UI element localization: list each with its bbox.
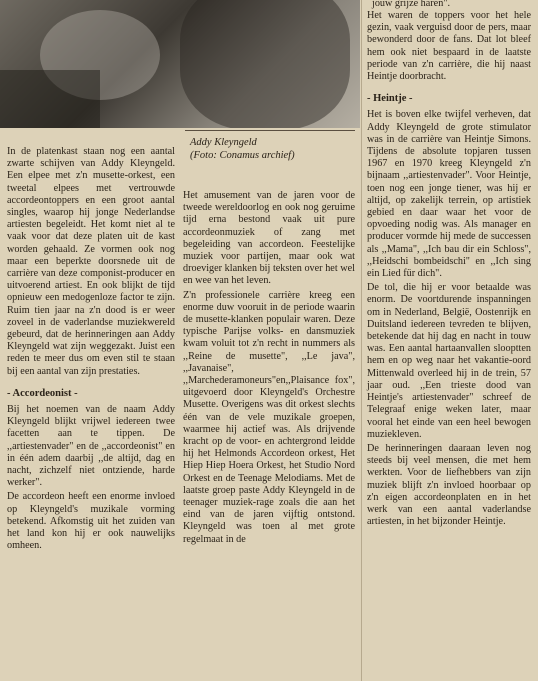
paragraph: De accordeon heeft een enorme invloed op Kleyngeld's muzikale vorming betekend. Afkomstig uit het zuiden van het land kon hij er ook nauwelijks omheen. <box>7 491 175 552</box>
top-fragment: jouw grijze haren". <box>372 0 450 9</box>
portrait-photo <box>0 0 360 128</box>
column-divider <box>361 0 362 681</box>
section-heading: - Accordeonist - <box>7 387 78 399</box>
paragraph: Bij het noemen van de naam Addy Kleyngeld blijkt vrijwel iedereen twee facetten aan te tippen. De ,,artiestenvader" en de ,,accordeonist" en in één adem daarbij ,,de altijd, dag en nacht, zichzelf niet ontziende, harde werker". <box>7 404 175 489</box>
paragraph: Het amusement van de jaren voor de tweede wereldoorlog en ook nog geruime tijd erna bestond vaak uit pure accordeonmuziek of zang met begeleiding van accordeon. Feestelijke muziek voor partijen, maar ook wat droeviger klanken bij teksten over het wel en wee van het leven. <box>183 190 355 287</box>
article-column-1 <box>7 146 175 553</box>
photo-caption <box>190 137 355 162</box>
paragraph: Het waren de toppers voor het hele gezin, vaak verguisd door de pers, maar bewonderd door de fans. Dat lot bleef hem ook niet bespaard in de laatste periode van z'n carrière, die hij naast Heintje doorbracht. <box>367 10 531 83</box>
paragraph: In de platenkast staan nog een aantal zwarte schijven van Addy Kleyngeld. Een elpee met z'n musette-orkest, een tweetal elpees met vertrouwde accordeontoppers en een groot aantal singles, waarop hij jonge Nederlandse artiesten begeleidt. Het komt niet al te vaak voor dat deze platen uit de kast worden gehaald. Ze vormen ook nog maar een beperkte doorsnede uit de carrière van deze componist-producer en uitvoerend artiest. En ook blijkt de tijd opnieuw een medogenloze factor te zijn. Ruim tien jaar na z'n dood is er weer zoveel in de vaderlandse muziekwereld gebeurd, dat de herinneringen aan Addy Kleyngeld wat zijn weggezakt. Juist een reden te meer dus om even stil te staan bij een aantal van zijn prestaties. <box>7 146 175 377</box>
paragraph: Het is boven elke twijfel verheven, dat Addy Kleyngeld de grote stimulator was in de carrière van Heintje Simons. Tijdens de absolute topjaren tussen 1967 en 1970 kreeg Kleyngeld z'n bijnaam ,,artiestenvader". Voor Heintje, toen nog een jonge tiener, was hij er altijd, op zakelijk terrein, op artistiek gebied en daar waar het voor de opvoeding nodig was. Als manager en producer vormde hij mede de successen als ,,Mama", ,,Ich bau dir ein Schloss", ,,Heidschi bombeidschi" en ,,Ich sing ein Lied für dich". <box>367 109 531 280</box>
photo-shadow-lower <box>0 70 100 128</box>
paragraph: De tol, die hij er voor betaalde was enorm. De voortdurende inspanningen om in Nederland, België, Oostenrijk en Duitsland iedereen tevreden te blijven, betekende dat hij dag en nacht in touw was. Een aantal hartaanvallen slooptten hem en op weg naar het vakantie-oord Mittenwald overleed hij in de trein, 57 jaar oud. ,,Een trieste dood van Heintje's artiestenvader" schreef de Telegraaf enige weken later, maar vooral het einde van een heel bewogen muziekleven. <box>367 282 531 440</box>
article-column-3 <box>367 10 531 528</box>
caption-credit: (Foto: Conamus archief) <box>190 149 295 161</box>
section-heading: - Heintje - <box>367 93 413 105</box>
caption-rule <box>185 130 355 131</box>
paragraph: Z'n professionele carrière kreeg een enorme duw vooruit in de periode waarin de musette-klanken populair waren. Deze typische Parijse volks- en dansmuziek kwam voluit tot z'n recht in nummers als ,,Reine de musette", ,,Le java", ,,Javanaise", ,,Marchederamoneurs"en,,Plaisance fox", uitgevoerd door Kleyngeld's Orchestre Musette. Overigens was dit orkest slechts één van de vele muzikale groepen, waarmee hij actief was. Als drijvende kracht op de voor- en achtergrond leidde hij het Helmonds Accordeon orkest, Het Hiep Hiep Hoera Orkest, het Studio Nord Orkest en de Teenage Melodiams. Met de laatste groep paste Addy Kleyngeld in de teenager muziek-rage zoals die aan het eind van de jaren vijftig ontstond. Kleyngeld was toen al met grote regelmaat in de <box>183 289 355 545</box>
paragraph: De herinneringen daaraan leven nog steeds bij veel mensen, die met hem werkten. Voor de liefhebbers van zijn muziek blijft z'n invloed hoorbaar op z'n eigen accordeonplaten en in het werk van een aantal vaderlandse artiesten, in het bijzonder Heintje. <box>367 442 531 528</box>
article-column-2 <box>183 190 355 546</box>
caption-name: Addy Kleyngeld <box>190 137 257 148</box>
photo-shadow <box>180 0 350 128</box>
